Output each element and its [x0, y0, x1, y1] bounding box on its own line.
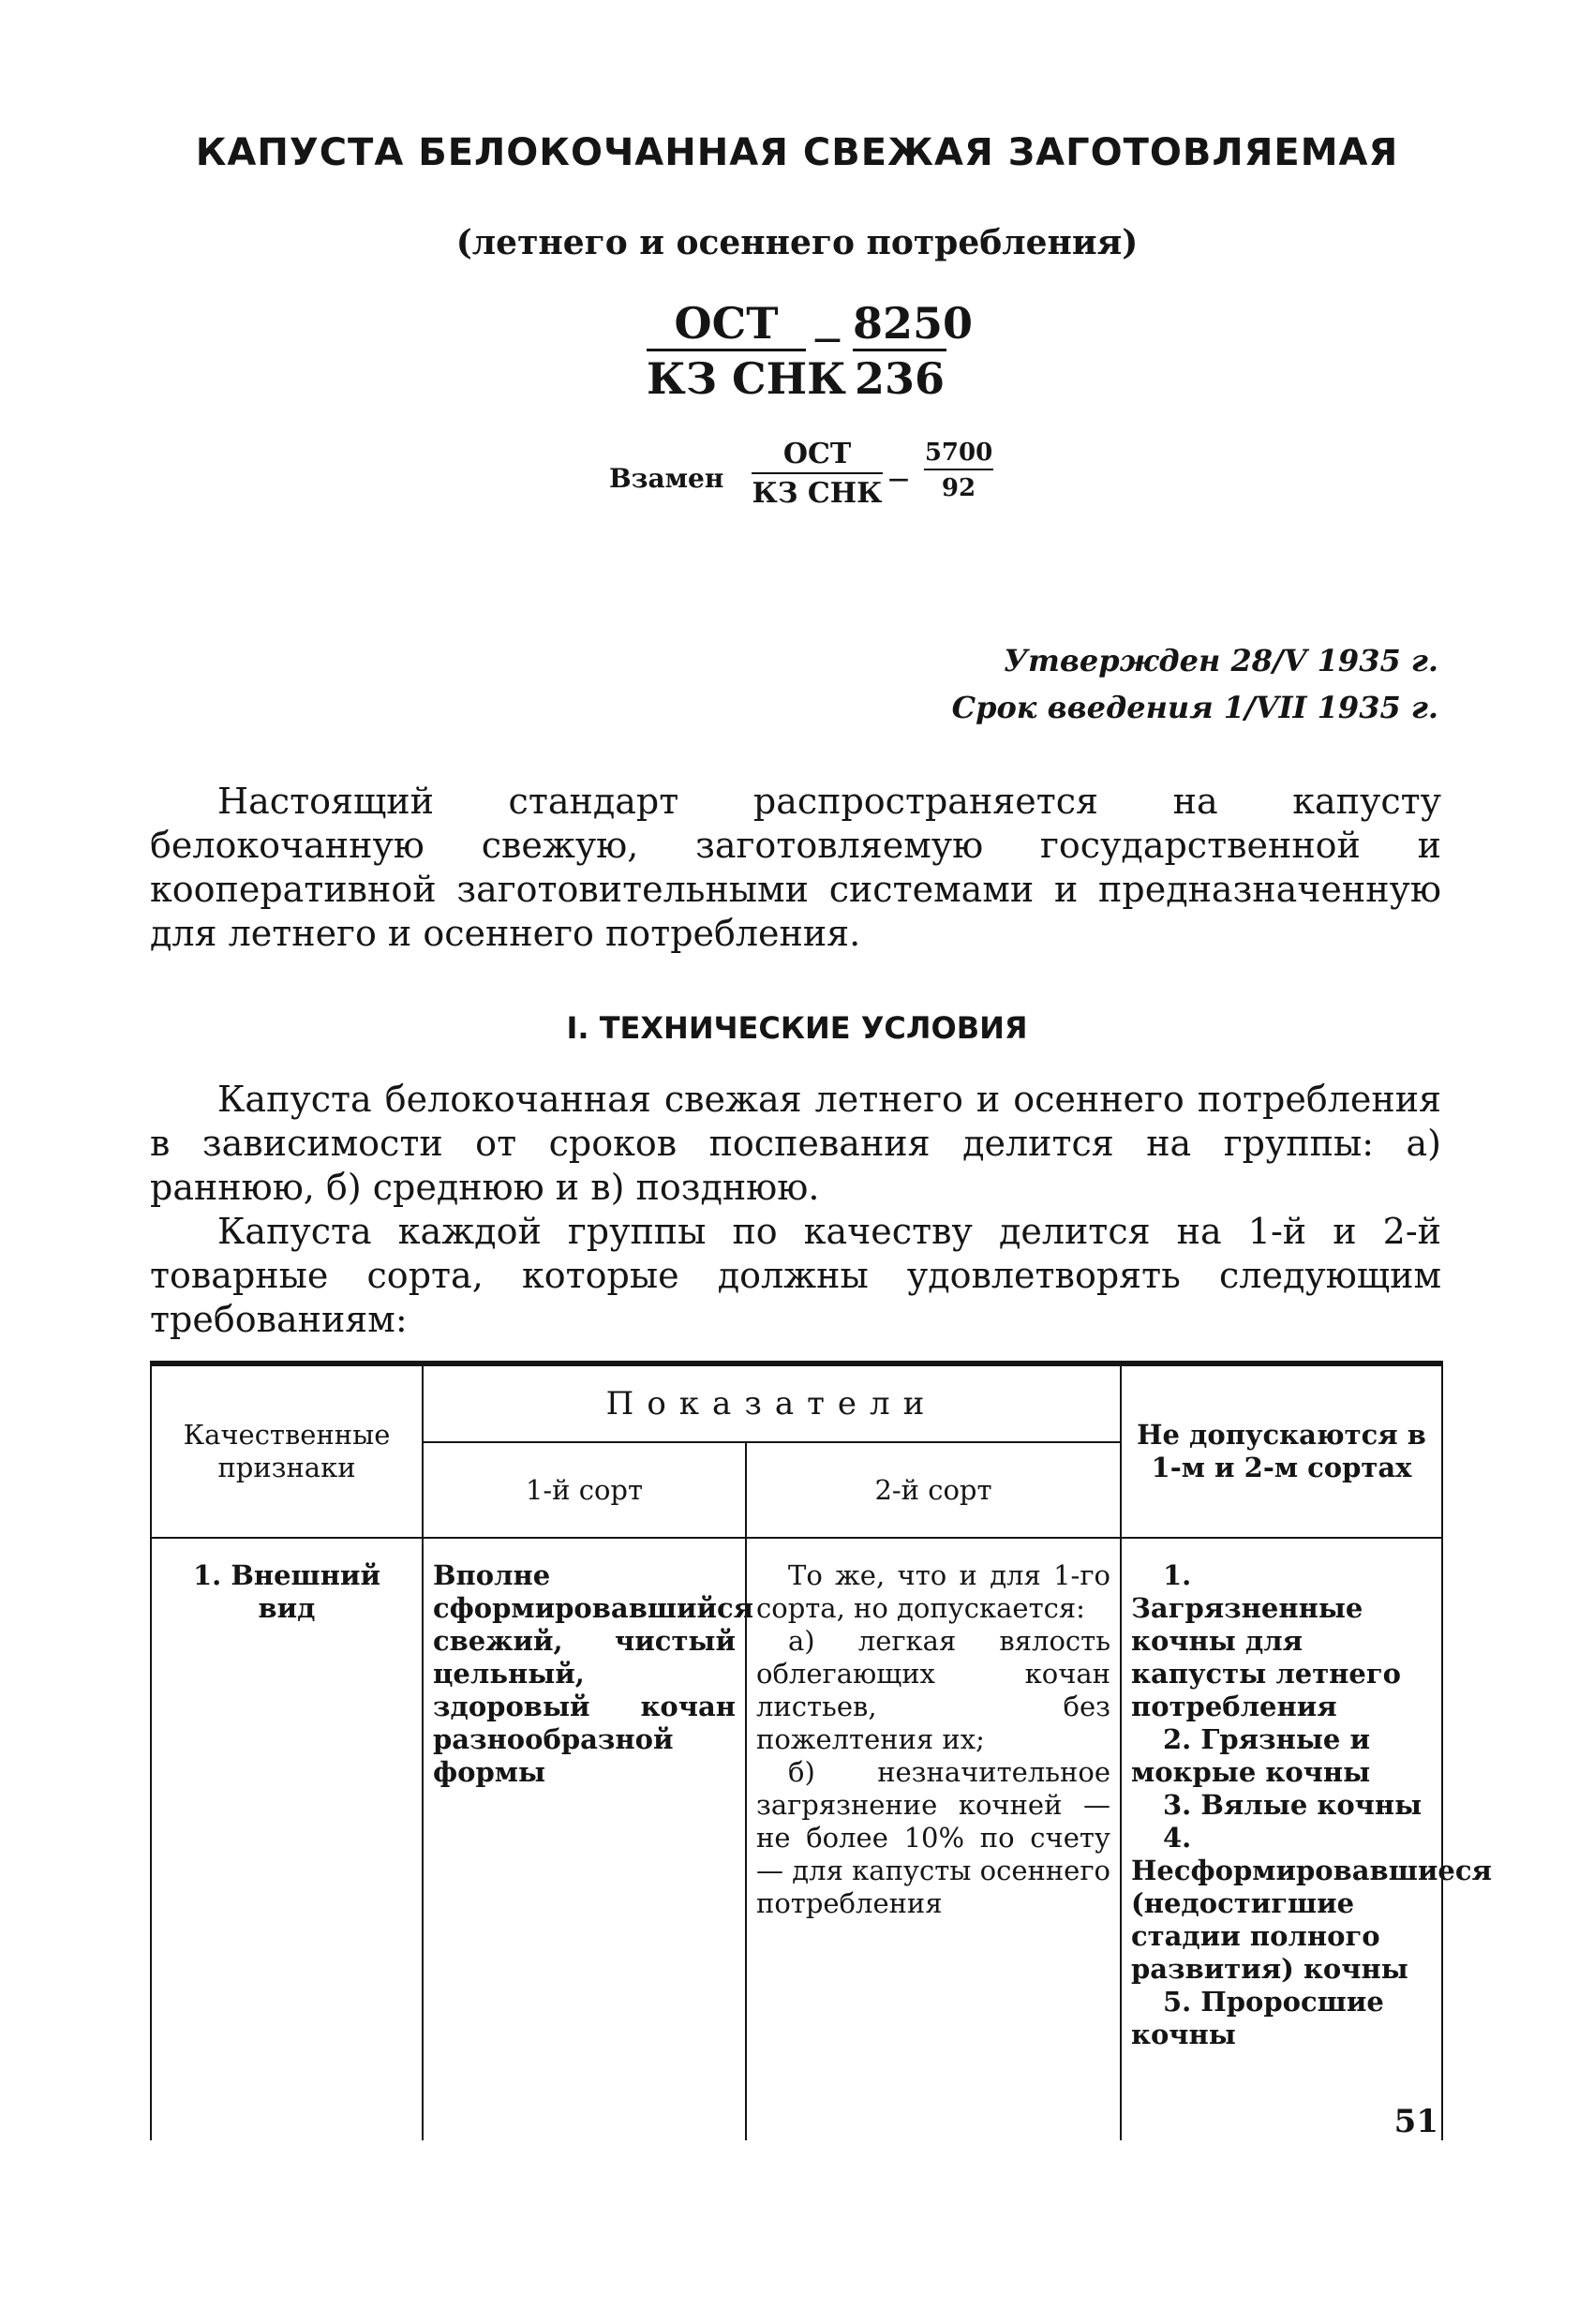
header-grade-2: 2-й сорт [746, 1442, 1121, 1538]
cell-not-allowed [1121, 1538, 1492, 2140]
header-indicators: Показатели [423, 1363, 1121, 1442]
not-allowed-item-3: 3. Вялые кочны [1163, 1789, 1423, 1821]
table-header-row [151, 1363, 1442, 1442]
section-paragraph-1 [150, 1078, 1441, 1210]
replaces-left-fraction [752, 440, 883, 508]
intro-text: Настоящий стандарт распространяется на капусту белокочанную свежую, заготовляемую государственной и кооперативной заготовительными системами и предназначенную для летнего и осеннего потребления. [150, 781, 1441, 954]
ost-left-fraction [647, 298, 846, 404]
grade-2-intro: То же, что и для 1-го сорта, но допускается: [756, 1559, 1110, 1624]
ost-right-fraction [853, 298, 974, 404]
ost-designation [647, 298, 974, 405]
header-grade-1: 1-й сорт [423, 1442, 746, 1538]
cell-feature: 1. Внешний вид [151, 1538, 423, 2140]
ost-denominator-right: 236 [854, 353, 946, 404]
replaces-numerator-right: 5700 [924, 440, 993, 470]
replaces-designation [609, 440, 1003, 515]
replaces-denominator-left: КЗ СНК [752, 477, 883, 510]
ost-numerator-right: 8250 [853, 302, 946, 351]
table-row [151, 1538, 1442, 2140]
intro-paragraph [150, 780, 1441, 956]
not-allowed-item-1: 1. Загрязненные кочны для капусты летнего потребления [1131, 1559, 1401, 1722]
section-paragraph-2 [150, 1210, 1441, 1342]
ost-denominator-left: КЗ СНК [647, 353, 846, 404]
replaces-label: Взамен [609, 463, 724, 494]
cell-grade-1: Вполне сформировавшийся свежий, чистый цельный, здоровый кочан разнообразной формы [423, 1538, 746, 2140]
document-subtitle: (летнего и осеннего потребления) [455, 223, 1139, 262]
header-quality: Качественные признаки [151, 1363, 423, 1538]
effective-date: Срок введения 1/VII 1935 г. [951, 690, 1438, 725]
approved-date: Утвержден 28/V 1935 г. [1004, 643, 1438, 678]
requirements-table [150, 1361, 1492, 2140]
header-not-allowed: Не допускаются в 1-м и 2-м сортах [1121, 1363, 1442, 1538]
page-number: 51 [1393, 2103, 1438, 2140]
approval-block [952, 637, 1438, 731]
section-p2-text: Капуста каждой группы по качеству делится на 1-й и 2-й товарные сорта, которые должны удовлетворять следующим требованиям: [150, 1211, 1441, 1340]
not-allowed-item-2: 2. Грязные и мокрые кочны [1131, 1723, 1371, 1788]
replaces-denominator-right: 92 [941, 474, 976, 502]
section-p1-text: Капуста белокочанная свежая летнего и осеннего потребления в зависимости от сроков поспевания делится на группы: а) раннюю, б) среднюю и в) позднюю. [150, 1079, 1441, 1208]
replaces-dash: — [888, 467, 909, 491]
not-allowed-item-5: 5. Проросшие кочны [1131, 1986, 1384, 2050]
ost-numerator-left: ОСТ [647, 302, 806, 351]
document-title: КАПУСТА БЕЛОКОЧАННАЯ СВЕЖАЯ ЗАГОТОВЛЯЕМАЯ [195, 131, 1399, 174]
not-allowed-item-4: 4. Несформировавшиеся (недостигшие стадии полного развития) кочны [1131, 1822, 1492, 1985]
ost-dash: — [813, 322, 842, 355]
cell-grade-2 [746, 1538, 1121, 2140]
grade-2-item-a: а) легкая вялость облегающих кочан листьев, без пожелтения их; [756, 1625, 1110, 1755]
replaces-numerator-left: ОСТ [752, 440, 883, 474]
replaces-right-fraction [924, 440, 993, 500]
section-heading: I. ТЕХНИЧЕСКИЕ УСЛОВИЯ [566, 1010, 1028, 1046]
grade-2-item-b: б) незначительное загрязнение кочней — не более 10% по счету — для капусты осеннего потребления [756, 1756, 1110, 1919]
